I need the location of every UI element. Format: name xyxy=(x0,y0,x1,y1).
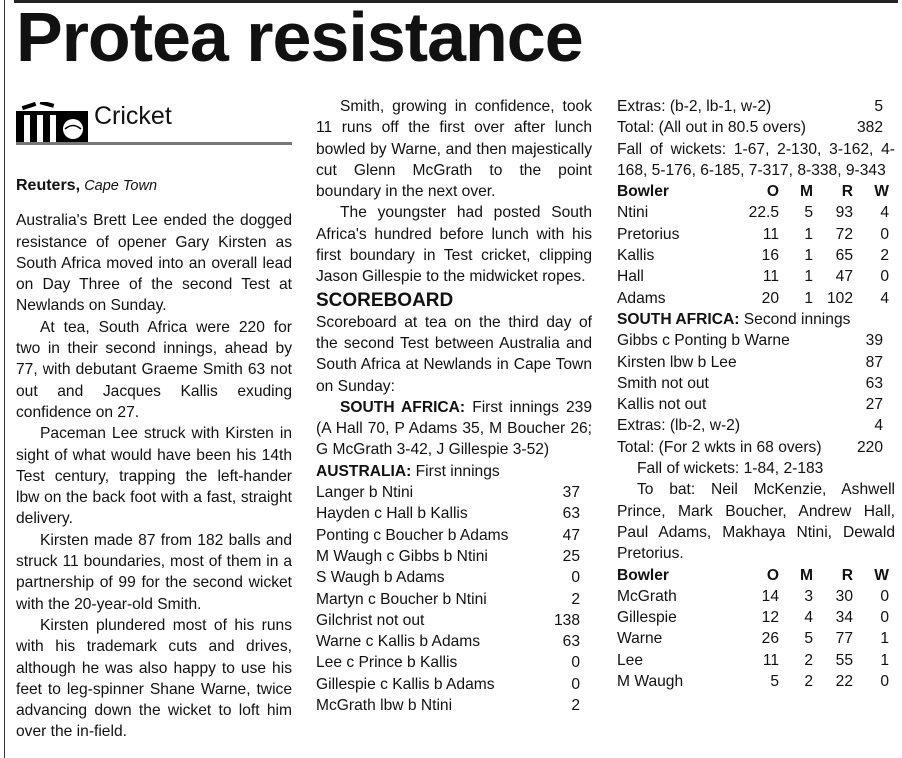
story-paragraph: Smith, growing in confidence, took 11 runs off the first over after lunch bowled by Warne, and then majestically cut Glenn McGrath to the point boundary in the next over. xyxy=(316,98,592,201)
bowler-name: Gillespie xyxy=(617,609,677,627)
bowler-o: 11 xyxy=(762,268,779,286)
sa-second-text: Second innings xyxy=(743,310,851,328)
bowler-name: Pretorius xyxy=(617,225,680,243)
sa-extras xyxy=(617,415,895,436)
bowler-m: 1 xyxy=(804,268,813,286)
batter-runs: 63 xyxy=(562,633,580,651)
bowling-row xyxy=(617,586,895,607)
byline xyxy=(16,175,292,197)
cricket-wicket-icon xyxy=(16,102,88,142)
batting-row xyxy=(316,631,592,652)
headline: Protea resistance xyxy=(16,0,583,76)
bowler-o: 11 xyxy=(762,225,779,243)
story-paragraph: The youngster had posted South Africa's hundred before lunch with his first boundary in Test cricket, clipping Jason Gillespie to the midwicket ropes. xyxy=(316,204,592,286)
bowling-header-m: M xyxy=(800,566,813,584)
bowler-w: 4 xyxy=(880,289,889,307)
bowler-o: 26 xyxy=(761,630,779,648)
bowling-header-bowler: Bowler xyxy=(617,183,669,201)
bowler-w: 0 xyxy=(880,268,889,286)
sa-total-label: Total: (For 2 wkts in 68 overs) xyxy=(617,438,822,456)
bowler-m: 1 xyxy=(804,225,813,243)
bowler-name: McGrath xyxy=(617,587,677,605)
aus-batting-list xyxy=(316,482,592,716)
bowler-r: 22 xyxy=(835,673,853,691)
bowler-w: 1 xyxy=(880,651,889,669)
section-kicker xyxy=(16,96,292,145)
batting-row xyxy=(316,567,592,588)
bowler-m: 4 xyxy=(804,609,813,627)
bowler-r: 72 xyxy=(835,225,853,243)
batting-row xyxy=(316,589,592,610)
bowling-row xyxy=(617,224,895,245)
bowling-row xyxy=(617,288,895,309)
bowling-header-w: W xyxy=(874,566,889,584)
bowling-header-o: O xyxy=(766,566,779,584)
bowling-row xyxy=(617,650,895,671)
sa-first-text: First innings 239 (A Hall 70, P Adams 35, M Boucher 26; G McGrath 3-42, J Gillespie 3-52) xyxy=(316,398,592,459)
bowling-header-bowler: Bowler xyxy=(617,566,669,584)
bowler-w: 0 xyxy=(880,609,889,627)
bowler-name: Kallis xyxy=(617,247,655,265)
batting-row xyxy=(316,674,592,695)
bowler-r: 65 xyxy=(835,247,853,265)
bowler-w: 1 xyxy=(880,630,889,648)
to-bat: To bat: Neil McKenzie, Ashwell Prince, Mark Boucher, Andrew Hall, Paul Adams, Makhaya Ntini, Dewald Pretorius. xyxy=(617,481,895,563)
bowler-name: Lee xyxy=(617,651,644,669)
batter-name: Kirsten lbw b Lee xyxy=(617,353,737,371)
batter-name: M Waugh c Gibbs b Ntini xyxy=(316,547,488,565)
bowler-o: 5 xyxy=(770,673,779,691)
batter-runs: 63 xyxy=(865,374,883,392)
bowler-name: Ntini xyxy=(617,204,649,222)
column-1 xyxy=(16,96,292,743)
bowler-m: 1 xyxy=(804,247,813,265)
bowler-o: 20 xyxy=(761,289,779,307)
bowling-header-m: M xyxy=(800,183,813,201)
batter-name: Kallis not out xyxy=(617,396,707,414)
column-3 xyxy=(617,96,895,692)
bowler-o: 16 xyxy=(761,247,779,265)
batting-row xyxy=(316,610,592,631)
bowler-name: Hall xyxy=(617,268,644,286)
bowler-r: 77 xyxy=(835,630,853,648)
sa-total-value: 220 xyxy=(856,438,883,456)
sa-first-label: SOUTH AFRICA: xyxy=(340,398,466,416)
batter-runs: 47 xyxy=(562,526,580,544)
batting-row xyxy=(316,503,592,524)
section-title: Cricket xyxy=(94,102,172,130)
bowling-header xyxy=(617,181,895,202)
bowling-header-w: W xyxy=(874,183,889,201)
batter-runs: 2 xyxy=(571,590,580,608)
aus-bowling-table xyxy=(617,565,895,693)
batter-runs: 37 xyxy=(562,484,580,502)
batter-runs: 27 xyxy=(865,396,883,414)
batting-row xyxy=(316,482,592,503)
sa-first-innings xyxy=(316,397,592,461)
sa-second-label: SOUTH AFRICA: xyxy=(617,310,740,328)
bowler-w: 4 xyxy=(880,204,889,222)
aus-total xyxy=(617,117,895,138)
sa-extras-label: Extras: (lb-2, w-2) xyxy=(617,417,741,435)
bowling-header xyxy=(617,565,895,586)
sa-batting-list xyxy=(617,330,895,415)
batting-row xyxy=(316,525,592,546)
bowling-header-o: O xyxy=(766,183,779,201)
bowler-m: 2 xyxy=(804,673,813,691)
aus-total-value: 382 xyxy=(856,119,883,137)
bowler-o: 22.5 xyxy=(748,204,779,222)
sa-bowling-table xyxy=(617,181,895,309)
story-paragraph: At tea, South Africa were 220 for two in their second innings, ahead by 77, with debutant Graeme Smith 63 not out and Jacques Kallis exuding confidence on 27. xyxy=(16,318,292,421)
story-paragraph: Paceman Lee struck with Kirsten in sight of what would have been his 14th Test century, trapping the left-hander lbw on the back foot with a fast, straight delivery. xyxy=(16,425,292,528)
batter-runs: 87 xyxy=(865,353,883,371)
batting-row xyxy=(316,695,592,716)
batting-row xyxy=(617,394,895,415)
bowler-name: Warne xyxy=(617,630,663,648)
aus-fall-of-wickets: Fall of wickets: 1-67, 2-130, 3-162, 4-168, 5-176, 6-185, 7-317, 8-338, 9-343 xyxy=(617,140,895,179)
story-paragraph: Kirsten made 87 from 182 balls and struck 11 boundaries, most of them in a partnership of 99 for the second wicket with the 20-year-old Smith. xyxy=(16,531,292,613)
batter-name: Hayden c Hall b Kallis xyxy=(316,505,468,523)
bowler-w: 0 xyxy=(880,225,889,243)
aus-extras xyxy=(617,96,895,117)
bowler-r: 93 xyxy=(835,204,853,222)
batter-runs: 0 xyxy=(571,675,580,693)
batter-name: Gilchrist not out xyxy=(316,611,425,629)
batter-runs: 0 xyxy=(571,654,580,672)
batter-runs: 2 xyxy=(571,697,580,715)
bowler-o: 11 xyxy=(762,651,779,669)
aus-total-label: Total: (All out in 80.5 overs) xyxy=(617,119,806,137)
story-paragraph: Kirsten plundered most of his runs with his trademark cuts and drives, although he was also happy to use his feet to leg-spinner Shane Warne, twice advancing down the wicket to loft him over the in-field. xyxy=(16,616,292,741)
bowler-r: 55 xyxy=(835,651,853,669)
batter-runs: 39 xyxy=(865,332,883,350)
bowling-row xyxy=(617,628,895,649)
bowler-m: 5 xyxy=(804,630,813,648)
batter-runs: 25 xyxy=(562,547,580,565)
batter-name: Smith not out xyxy=(617,374,709,392)
left-rule xyxy=(4,0,5,758)
batting-row xyxy=(316,652,592,673)
aus-innings-heading xyxy=(316,461,592,482)
batting-row xyxy=(617,330,895,351)
aus-extras-value: 5 xyxy=(874,98,883,115)
bowler-r: 30 xyxy=(835,587,853,605)
batter-runs: 138 xyxy=(553,611,580,629)
bowler-o: 12 xyxy=(761,609,779,627)
bowler-name: Adams xyxy=(617,289,666,307)
bowler-w: 2 xyxy=(880,247,889,265)
batter-name: Warne c Kallis b Adams xyxy=(316,633,481,651)
batting-row xyxy=(617,373,895,394)
batter-runs: 0 xyxy=(571,569,580,587)
sa-fall-of-wickets: Fall of wickets: 1-84, 2-183 xyxy=(637,460,824,478)
aus-extras-label: Extras: (b-2, lb-1, w-2) xyxy=(617,98,772,115)
bowler-name: M Waugh xyxy=(617,673,684,691)
aus-label: AUSTRALIA: xyxy=(316,462,412,480)
bowler-w: 0 xyxy=(880,673,889,691)
bowler-m: 3 xyxy=(804,587,813,605)
story-paragraph: Australia's Brett Lee ended the dogged resistance of opener Gary Kirsten as South Africa moved into an overall lead on Day Three of the second Test at Newlands on Sunday. xyxy=(16,212,292,315)
sa-second-innings-heading xyxy=(617,309,895,330)
sa-total xyxy=(617,437,895,458)
batter-name: Gillespie c Kallis b Adams xyxy=(316,675,495,693)
aus-text: First innings xyxy=(415,462,500,480)
bowler-m: 2 xyxy=(804,651,813,669)
batting-row xyxy=(617,352,895,373)
byline-place: Cape Town xyxy=(84,178,158,194)
batter-runs: 63 xyxy=(562,505,580,523)
batting-row xyxy=(316,546,592,567)
batter-name: S Waugh b Adams xyxy=(316,569,445,587)
bowler-m: 1 xyxy=(804,289,813,307)
bowler-w: 0 xyxy=(880,587,889,605)
batter-name: Lee c Prince b Kallis xyxy=(316,654,458,672)
bowler-r: 47 xyxy=(835,268,853,286)
bowler-r: 34 xyxy=(835,609,853,627)
scoreboard-heading: SCOREBOARD xyxy=(316,289,454,311)
batter-name: Langer b Ntini xyxy=(316,484,414,502)
column-2 xyxy=(316,96,592,716)
bowling-row xyxy=(617,607,895,628)
sa-extras-value: 4 xyxy=(874,417,883,435)
bowling-header-r: R xyxy=(841,566,853,584)
bowling-header-r: R xyxy=(841,183,853,201)
bowling-row xyxy=(617,245,895,266)
bowling-row xyxy=(617,671,895,692)
byline-agency: Reuters, xyxy=(16,177,81,194)
bowling-row xyxy=(617,266,895,287)
bowling-row xyxy=(617,202,895,223)
bowler-r: 102 xyxy=(826,289,853,307)
bowler-m: 5 xyxy=(804,204,813,222)
scoreboard-intro: Scoreboard at tea on the third day of the second Test between Australia and South Africa at Newlands in Cape Town on Sunday: xyxy=(316,313,592,395)
batter-name: Ponting c Boucher b Adams xyxy=(316,526,509,544)
batter-name: Martyn c Boucher b Ntini xyxy=(316,590,487,608)
batter-name: Gibbs c Ponting b Warne xyxy=(617,332,790,350)
batter-name: McGrath lbw b Ntini xyxy=(316,697,453,715)
bowler-o: 14 xyxy=(761,587,779,605)
